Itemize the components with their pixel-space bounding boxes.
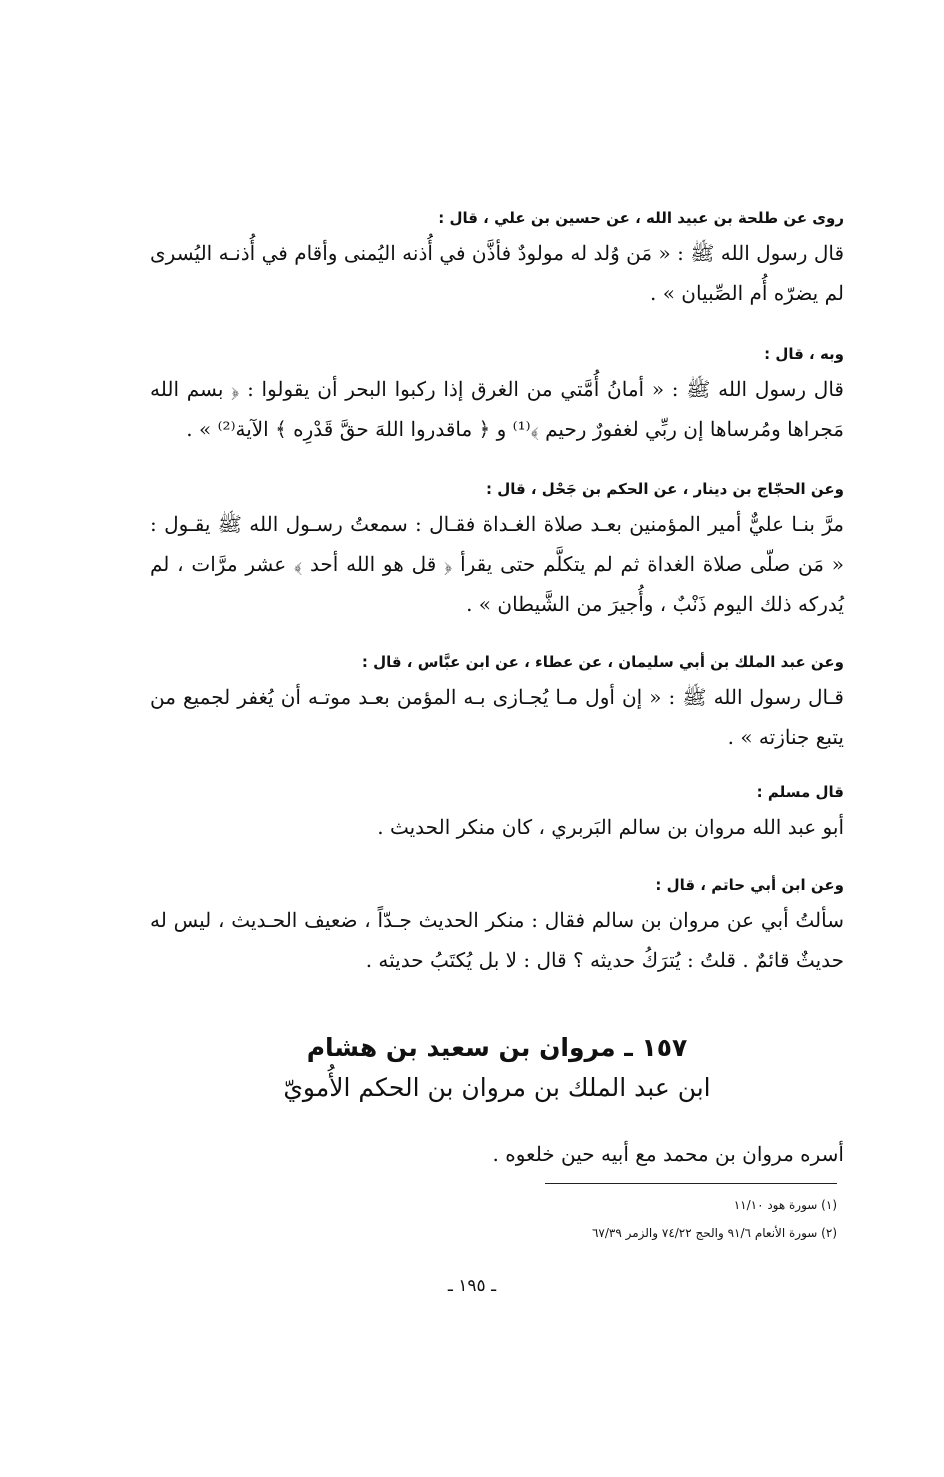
entry-title: ١٥٧ ـ مروان بن سعيد بن هشام [306,1033,688,1062]
isnad-line: قال مسلم : [756,783,844,801]
isnad-line: وعن ابن أبي حاتم ، قال : [655,876,844,894]
footnote-2: (٢) سورة الأنعام ٩١/٦ والحج ٧٤/٢٢ والزمر ٦٧/٣٩ [591,1226,837,1240]
footnote-1: (١) سورة هود ١١/١٠ [733,1198,837,1212]
narrator-grading-text: سألتُ أبي عن مروان بن سالم فقال : منكر الحديث جـدّاً ، ضعيف الحـديث ، ليس له حديثٌ قائمٌ . قلتُ : يُترَكُ حديثه ؟ قال : لا بل يُكتَبُ حديثه . [150,908,844,972]
isnad-line: وعن عبد الملك بن أبي سليمان ، عن عطاء ، عن ابن عبَّاس ، قال : [361,653,844,671]
hadith-block-1 [150,207,844,313]
isnad-line: وعن الحجّاج بن دينار ، عن الحكم بن جَحْل ، قال : [485,480,844,498]
hadith-text: قال رسول الله ﷺ : « أمانُ أُمَّتي من الغرق إذا ركبوا البحر أن يقولوا : ﴿ بسم الله مَجراها ومُرساها إن ربِّي لغفورٌ رحيم ﴾⁽¹⁾ و ﴿ ماقدروا اللهَ حقَّ قَدْرِه ﴾ الآية⁽²⁾ » . [150,377,844,441]
entry-text: أسره مروان بن محمد مع أبيه حين خلعوه . [492,1142,844,1166]
hadith-block-4 [150,651,844,757]
hadith-block-2 [150,343,844,449]
narrator-note-block [150,781,844,847]
hadith-text: قـال رسول الله ﷺ : « إن أول مـا يُجـازى بـه المؤمن بعـد موتـه أن يُغفر لجميع من يتبع جنازته » . [150,685,844,749]
isnad-line: وبه ، قال : [764,345,844,363]
narrator-grading-block [150,874,844,980]
isnad-line: روى عن طلحة بن عبيد الله ، عن حسين بن علي ، قال : [438,209,844,227]
footnote-divider [545,1183,837,1184]
hadith-text: قال رسول الله ﷺ : « مَن وُلد له مولودٌ فأذَّن في أُذنه اليُمنى وأقام في أُذنـه اليُسرى لم يضرّه أُم الصِّبيان » . [150,241,844,305]
entry-subtitle: ابن عبد الملك بن مروان بن الحكم الأُمويّ [283,1073,711,1102]
entry-body [150,1134,844,1174]
narrator-note-text: أبو عبد الله مروان بن سالم البَربري ، كان منكر الحديث . [377,815,844,839]
hadith-block-3 [150,478,844,624]
hadith-text: مرَّ بنـا عليٌّ أمير المؤمنين بعـد صلاة الغـداة فقـال : سمعتُ رسـول الله ﷺ يقـول : « مَن صلّى صلاة الغداة ثم لم يتكلَّم حتى يقرأ ﴿ قل هو الله أحد ﴾ عشر مرَّات ، لم يُدركه ذلك اليوم ذَنْبٌ ، وأُجيرَ من الشَّيطان » . [150,512,844,616]
page-number: ـ ١٩٥ ـ [447,1276,497,1296]
